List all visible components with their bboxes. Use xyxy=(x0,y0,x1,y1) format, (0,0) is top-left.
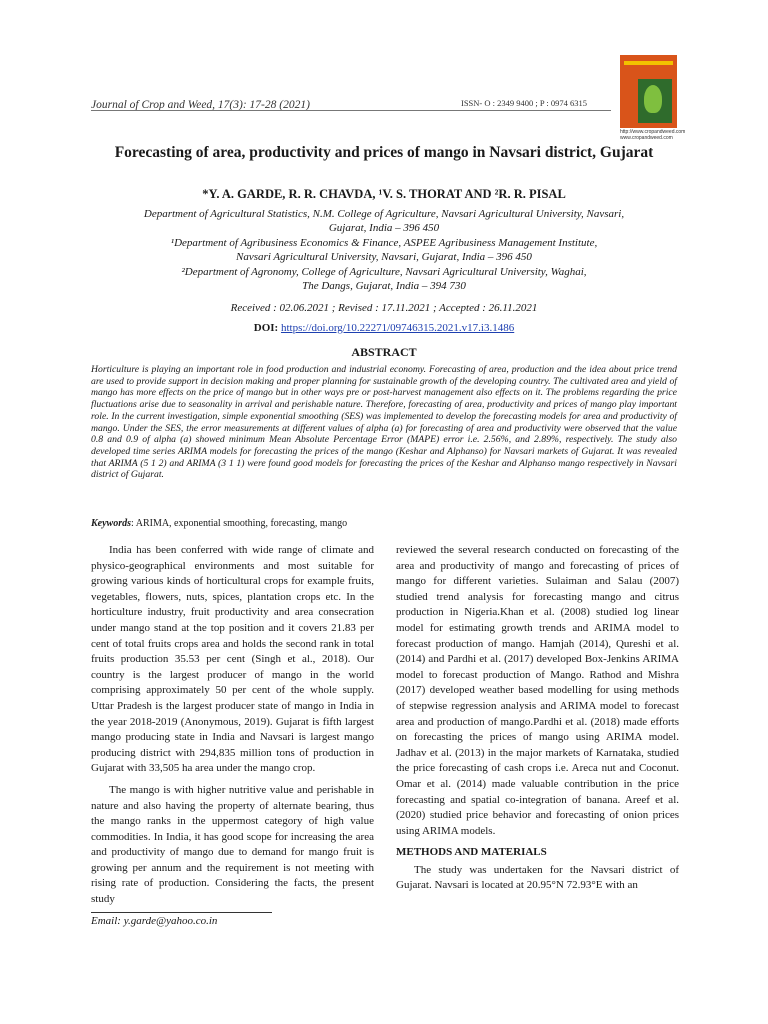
cover-band xyxy=(624,61,673,65)
submission-dates: Received : 02.06.2021 ; Revised : 17.11.2021 ; Accepted : 26.11.2021 xyxy=(230,302,538,314)
affiliation-line: Department of Agricultural Statistics, N.M. College of Agriculture, Navsari Agricultural University, Navsari, xyxy=(143,208,625,220)
issn: ISSN- O : 2349 9400 ; P : 0974 6315 xyxy=(461,98,588,108)
affiliation-line: Navsari Agricultural University, Navsari, Gujarat, India – 396 450 xyxy=(236,251,532,264)
abstract-text: Horticulture is playing an important role in food production and industrial economy. Forecasting of area, production and the idea about price trend are used to provide support in decision making and proper planning for sustainable growth of the developing country. The cultivated area and yield of mango has more effects on the price of mango but in other ways pre or post-harvest management also effects on it. The problems regarding the price fluctuations arise due to seasonality in arrival and perishable nature. Therefore, forecasting of area, productivity and prices of mango play important role. In the current investigation, simple exponential smoothing (SES) was implemented to develop the forecasting models for area and productivity of mango. Under the SES, the error measurements at different values of alpha (a) for forecasting of area and productivity were observed that the value 0.8 and 0.9 of alpha (a) showed minimum Mean Absolute Percentage Error (MAPE) error i.e. 2.56%, and 2.89%, respectively. The study also developed time series ARIMA models for forecasting the prices of the mango (Keshar and Alphanso) for Navsari markets of Gujarat. It was revealed that ARIMA (5 1 2) and ARIMA (3 1 1) were found good models for forecasting the prices of the Keshar and Alphanso mango respectively in Navsari district of Gujarat. xyxy=(91,364,677,481)
body-column-left xyxy=(91,543,374,914)
keywords xyxy=(91,518,677,529)
body-paragraph: India has been conferred with wide range of climate and physico-geographical environments and most suitable for growing various kinds of horticultural crops for example fruits, vegetables, flowers, nuts, spices, plantation crops etc. In the horticulture industry, fruit productivity and area consecration under mango stand at the top position and it covers 21.83 per cent of total fruits crops area and holds the second rank in total fruits production 35.53 per cent (Singh et al., 2018). Our country is the largest producer of mango in the world comprising approximately 50 per cent of the whole supply. Uttar Pradesh is the largest producer state of mango in India in the year 2018-2019 (Anonymous, 2019). Gujarat is fifth largest mango producing state in India and Navsari is largest mango producing district with 294,835 million tons of production in Gujarat with 33,505 ha area under the mango crop. xyxy=(91,544,374,775)
authors: *Y. A. GARDE, R. R. CHAVDA, ¹V. S. THORAT AND ²R. R. PISAL xyxy=(202,187,566,201)
body-paragraph: The mango is with higher nutritive value and perishable in nature and also having the property of alternate bearing, thus the mango ranks in the uppermost category of high value commodities. In India, it has good scope for increasing the area and productivity of mango due to demand for mango fruit is growing per annum and the requirement is not meeting with rising rate of production. Considering the facts, the present study xyxy=(91,783,374,906)
body-paragraph: reviewed the several research conducted on forecasting of the area and productivity of mango and forecasting of prices of mango for different varieties. Sulaiman and Salau (2007) studied trend analysis for forecasting mango and citrus production in Nigeria.Khan et al. (2008) studied log linear model for estimating growth trends and ARIMA model to forecast production of mango. Hamjah (2014), Qureshi et al. (2014) and Pardhi et al. (2017) developed Box-Jenkins ARIMA model to forecast production of Mango. Rathod and Mishra (2017) developed weather based modelling for using methods of stepwise regression analysis and ARIMA model to forecast area and production of mango.Pardhi et al. (2018) made efforts on forecasting the prices of mango using ARIMA model. Jadhav et al. (2013) in the major markets of Karnataka, studied the price forecasting of cash crops i.e. Areca nut and Coconut. Omar et al. (2014) made valuable contribution in the price forecasting and spatial co-integration of banana. Areef et al. (2020) studied price behavior and forecasting of onion prices using ARIMA models. xyxy=(396,544,679,837)
doi-link[interactable]: https://doi.org/10.22271/09746315.2021.v17.i3.1486 xyxy=(280,322,515,334)
header-rule xyxy=(91,110,611,111)
cover-url-1: http://www.cropandweed.com xyxy=(620,129,686,135)
paper-title: Forecasting of area, productivity and prices of mango in Navsari district, Gujarat xyxy=(114,144,654,161)
cover-urls xyxy=(620,129,685,141)
body-paragraph: The study was undertaken for the Navsari district of Gujarat. Navsari is located at 20.95°N 72.93°E with an xyxy=(396,863,679,892)
cover-url-2: www.cropandweed.com xyxy=(620,135,673,141)
cover-leaf-icon xyxy=(644,85,662,113)
section-heading-methods: METHODS AND MATERIALS xyxy=(396,846,547,859)
journal-cover-image xyxy=(620,55,677,128)
journal-citation: Journal of Crop and Weed, 17(3): 17-28 (2021) xyxy=(91,99,310,111)
doi-label: DOI: xyxy=(253,322,279,334)
footnote-rule xyxy=(91,912,272,913)
abstract-heading: ABSTRACT xyxy=(351,345,417,359)
affiliation-line: Gujarat, India – 396 450 xyxy=(328,222,440,235)
keywords-text: : ARIMA, exponential smoothing, forecasting, mango xyxy=(131,518,348,529)
doi xyxy=(70,322,698,334)
affiliation-line: ¹Department of Agribusiness Economics & Finance, ASPEE Agribusiness Management Institute, xyxy=(170,236,598,249)
affiliation-line: The Dangs, Gujarat, India – 394 730 xyxy=(302,280,466,293)
keywords-label: Keywords xyxy=(91,518,131,529)
corresponding-email: Email: y.garde@yahoo.co.in xyxy=(91,915,218,927)
affiliations xyxy=(70,207,698,293)
affiliation-line: ²Department of Agronomy, College of Agriculture, Navsari Agricultural University, Waghai, xyxy=(181,265,587,278)
body-column-right xyxy=(396,543,679,900)
